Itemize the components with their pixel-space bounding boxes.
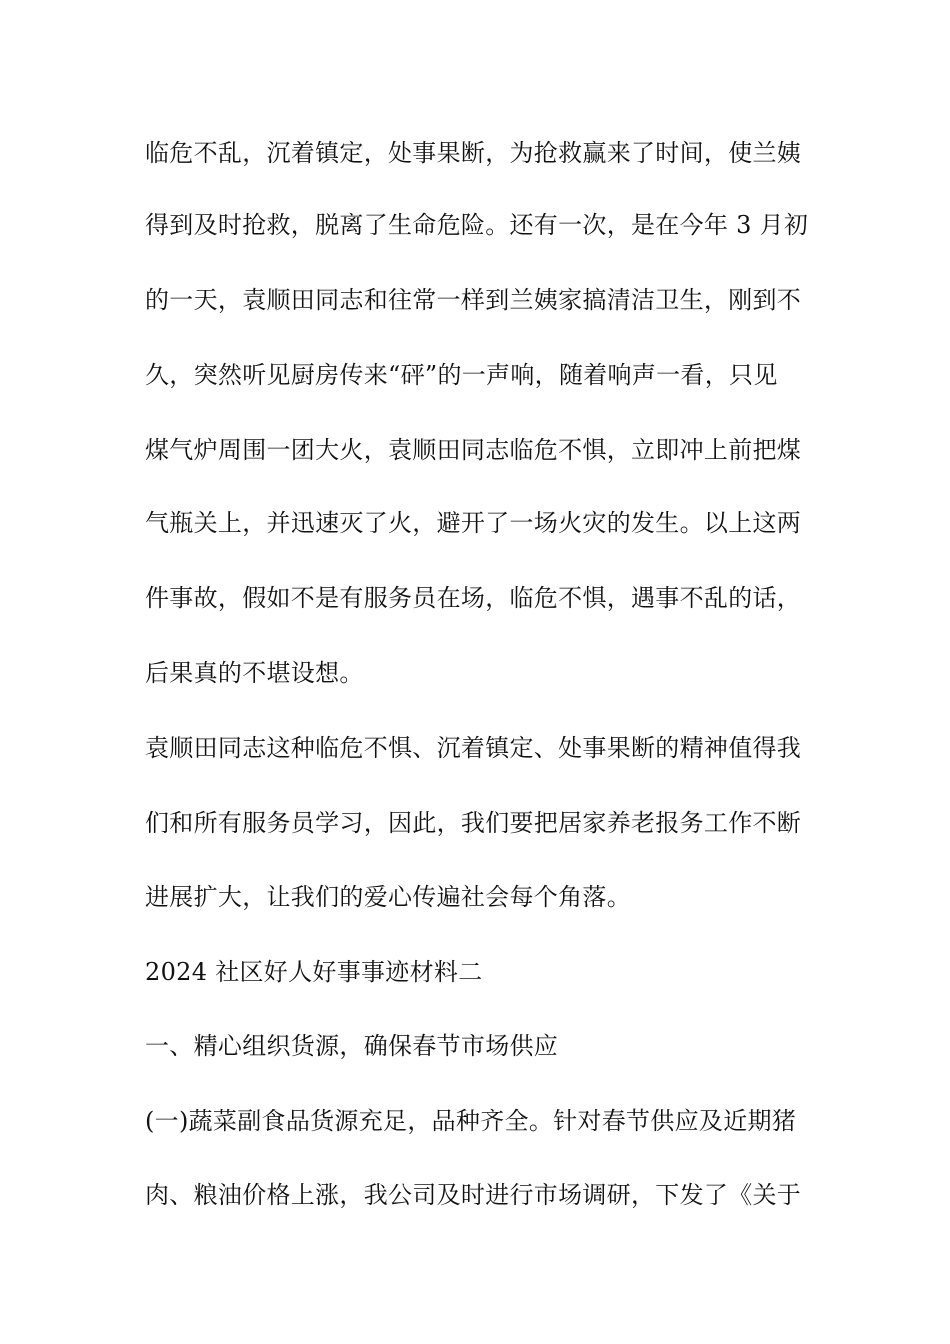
section-heading: 一、精心组织货源，确保春节市场供应 — [145, 1032, 559, 1060]
paragraph-line: 件事故，假如不是有服务员在场，临危不惧，遇事不乱的话， — [145, 584, 802, 612]
paragraph-line: 临危不乱，沉着镇定，处事果断，为抢救赢来了时间，使兰姨 — [145, 139, 802, 167]
paragraph-line: (一)蔬菜副食品货源充足，品种齐全。针对春节供应及近期猪 — [145, 1107, 797, 1135]
paragraph-line: 后果真的不堪设想。 — [145, 659, 364, 687]
paragraph-line: 煤气炉周围一团大火，袁顺田同志临危不惧，立即冲上前把煤 — [145, 436, 802, 464]
paragraph-line: 进展扩大，让我们的爱心传遍社会每个角落。 — [145, 883, 631, 911]
paragraph-line: 得到及时抢救，脱离了生命危险。还有一次，是在今年 3 月初 — [145, 211, 809, 239]
paragraph-line: 们和所有服务员学习，因此，我们要把居家养老报务工作不断 — [145, 809, 802, 837]
section-title: 2024 社区好人好事事迹材料二 — [145, 958, 483, 986]
paragraph-line: 袁顺田同志这种临危不惧、沉着镇定、处事果断的精神值得我 — [145, 734, 802, 762]
paragraph-line: 气瓶关上，并迅速灭了火，避开了一场火灾的发生。以上这两 — [145, 509, 802, 537]
paragraph-line: 肉、粮油价格上涨，我公司及时进行市场调研，下发了《关于 — [145, 1181, 802, 1209]
paragraph-line: 久，突然听见厨房传来“砰”的一声响，随着响声一看，只见 — [145, 361, 778, 389]
paragraph-line: 的一天，袁顺田同志和往常一样到兰姨家搞清洁卫生，刚到不 — [145, 286, 802, 314]
